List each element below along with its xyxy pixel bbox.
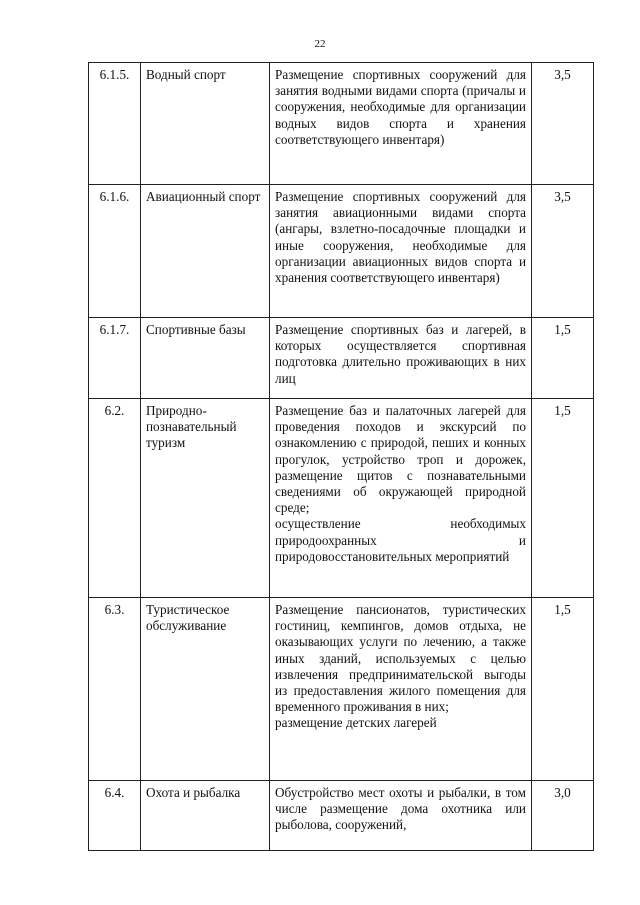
table-row (89, 781, 594, 851)
row-name: Водный спорт (141, 63, 270, 185)
row-description (270, 185, 532, 318)
row-code: 6.2. (89, 399, 141, 598)
table-row (89, 318, 594, 399)
row-value: 3,5 (532, 185, 594, 318)
row-code: 6.1.7. (89, 318, 141, 399)
row-value: 1,5 (532, 598, 594, 781)
row-value: 1,5 (532, 318, 594, 399)
table-row (89, 185, 594, 318)
row-code: 6.1.6. (89, 185, 141, 318)
description-paragraph: Размещение баз и палаточных лагерей для проведения походов и экскурсий по ознакомлению с природой, пеших и конных прогулок, устройство троп и дорожек, размещение щитов с познавательными сведениями об окружающей природной среде; (275, 403, 526, 516)
row-description (270, 781, 532, 851)
row-code: 6.1.5. (89, 63, 141, 185)
description-paragraph: Размещение пансионатов, туристических гостиниц, кемпингов, домов отдыха, не оказывающих услуги по лечению, а также иных зданий, используемых с целью извлечения предпринимательской выгоды из предоставления жилого помещения для временного проживания в них; (275, 602, 526, 715)
row-description (270, 318, 532, 399)
row-code: 6.3. (89, 598, 141, 781)
row-name: Туристическое обслуживание (141, 598, 270, 781)
description-paragraph: Размещение спортивных баз и лагерей, в которых осуществляется спортивная подготовка длительно проживающих в них лиц (275, 322, 526, 386)
row-name: Природно-познавательный туризм (141, 399, 270, 598)
land-use-table (88, 62, 594, 851)
row-code: 6.4. (89, 781, 141, 851)
row-value: 1,5 (532, 399, 594, 598)
row-value: 3,0 (532, 781, 594, 851)
description-paragraph: осуществление необходимых природоохранных и природовосстановительных мероприятий (275, 516, 526, 564)
description-paragraph: Обустройство мест охоты и рыбалки, в том числе размещение дома охотника или рыболова, сооружений, (275, 785, 526, 833)
row-name: Охота и рыбалка (141, 781, 270, 851)
table-row (89, 399, 594, 598)
row-value: 3,5 (532, 63, 594, 185)
description-paragraph: размещение детских лагерей (275, 715, 437, 731)
table-row (89, 63, 594, 185)
table-row (89, 598, 594, 781)
row-description (270, 399, 532, 598)
description-paragraph: Размещение спортивных сооружений для занятия водными видами спорта (причалы и сооружения, необходимые для организации водных видов спорта и хранения соответствующего инвентаря) (275, 67, 526, 147)
row-name: Авиационный спорт (141, 185, 270, 318)
row-name: Спортивные базы (141, 318, 270, 399)
page-number: 22 (314, 38, 326, 50)
row-description (270, 598, 532, 781)
description-paragraph: Размещение спортивных сооружений для занятия авиационными видами спорта (ангары, взлетно-посадочные площадки и иные сооружения, необходимые для организации авиационных видов спорта и хранения соответствующего инвентаря) (275, 189, 526, 286)
row-description (270, 63, 532, 185)
